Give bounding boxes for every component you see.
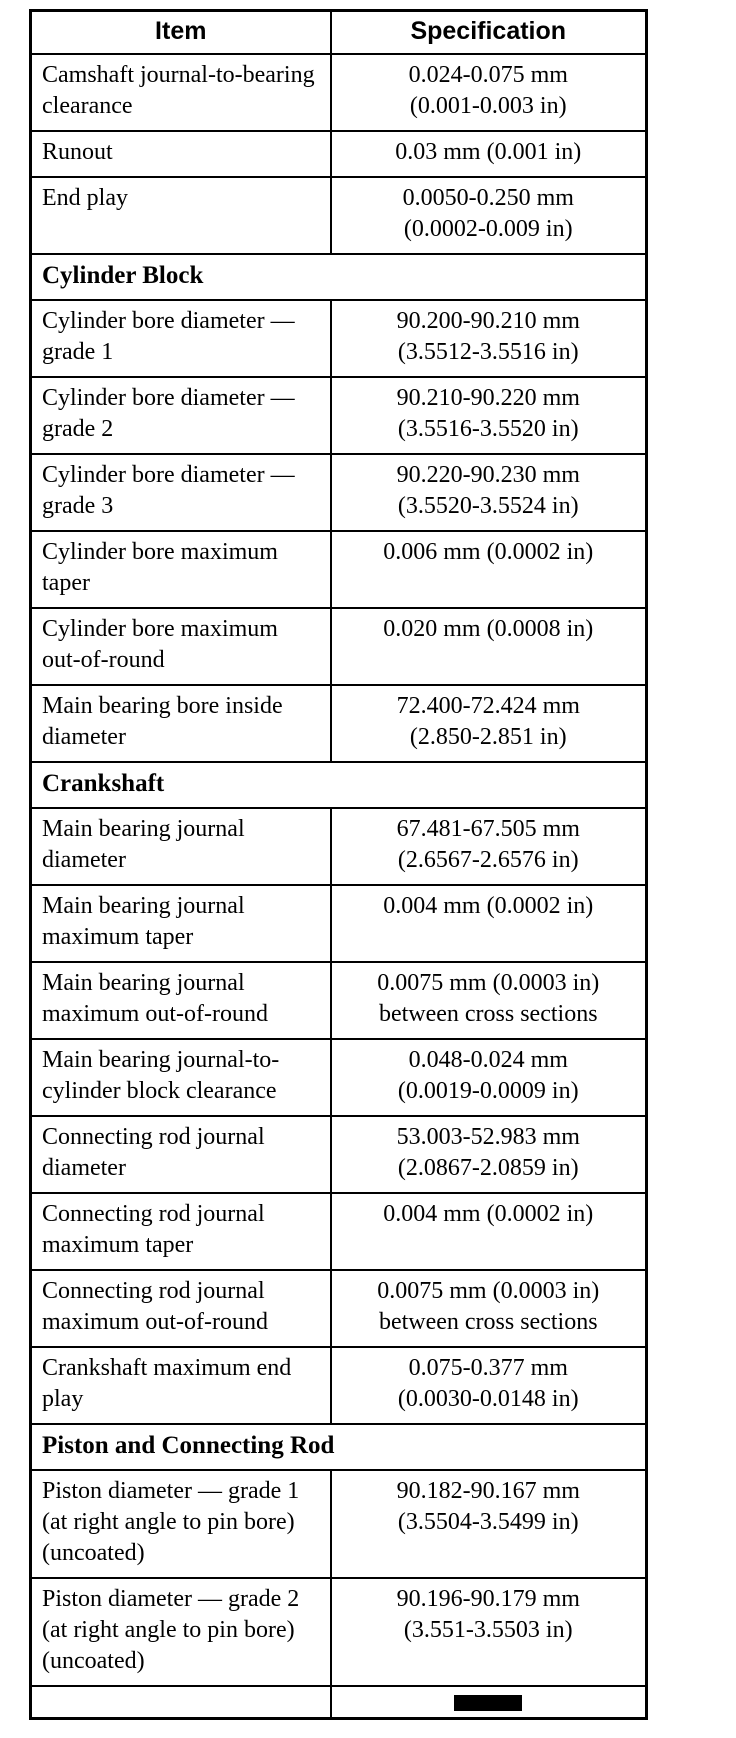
spec-cell bbox=[331, 808, 647, 885]
item-cell: End play bbox=[31, 177, 331, 254]
item-cell: Connecting rod journal diameter bbox=[31, 1116, 331, 1193]
spec-cell bbox=[331, 685, 647, 762]
spec-cell bbox=[331, 177, 647, 254]
spec-cell bbox=[331, 885, 647, 962]
spec-table-body bbox=[31, 54, 647, 1719]
spec-line: 0.004 mm (0.0002 in) bbox=[383, 1201, 594, 1227]
table-row bbox=[31, 608, 647, 685]
spec-cell bbox=[331, 531, 647, 608]
header-row bbox=[31, 11, 647, 55]
item-cell bbox=[31, 1686, 331, 1719]
spec-line: 0.0050-0.250 mm bbox=[402, 185, 574, 211]
item-cell: Main bearing bore inside diameter bbox=[31, 685, 331, 762]
spec-line: 90.210-90.220 mm bbox=[396, 385, 580, 411]
item-cell: Cylinder bore diameter — grade 3 bbox=[31, 454, 331, 531]
column-header-item: Item bbox=[31, 11, 331, 55]
spec-cell bbox=[331, 300, 647, 377]
clipped-text-smudge bbox=[454, 1695, 522, 1711]
spec-line: 0.075-0.377 mm bbox=[408, 1355, 568, 1381]
spec-line: (3.551-3.5503 in) bbox=[403, 1617, 573, 1643]
spec-line: (3.5520-3.5524 in) bbox=[397, 493, 579, 519]
section-header-cell: Piston and Connecting Rod bbox=[31, 1424, 647, 1470]
section-row bbox=[31, 1424, 647, 1470]
spec-cell bbox=[331, 1039, 647, 1116]
table-row bbox=[31, 1347, 647, 1424]
spec-line: (0.0019-0.0009 in) bbox=[397, 1078, 579, 1104]
table-row bbox=[31, 1270, 647, 1347]
spec-cell bbox=[331, 454, 647, 531]
item-cell: Cylinder bore diameter — grade 2 bbox=[31, 377, 331, 454]
table-row bbox=[31, 685, 647, 762]
table-row bbox=[31, 1116, 647, 1193]
spec-line: between cross sections bbox=[378, 1309, 598, 1335]
item-cell: Connecting rod journal maximum taper bbox=[31, 1193, 331, 1270]
spec-cell bbox=[331, 962, 647, 1039]
spec-line: (2.850-2.851 in) bbox=[409, 724, 567, 750]
table-row bbox=[31, 131, 647, 177]
table-row bbox=[31, 531, 647, 608]
spec-line: 0.020 mm (0.0008 in) bbox=[383, 616, 594, 642]
table-row bbox=[31, 54, 647, 131]
section-row bbox=[31, 254, 647, 300]
spec-line: 90.182-90.167 mm bbox=[396, 1478, 580, 1504]
table-row bbox=[31, 454, 647, 531]
clipped-row bbox=[31, 1686, 647, 1719]
section-row bbox=[31, 762, 647, 808]
item-cell: Main bearing journal maximum out-of-round bbox=[31, 962, 331, 1039]
table-row bbox=[31, 1470, 647, 1578]
spec-cell bbox=[331, 1686, 647, 1719]
spec-line: 90.200-90.210 mm bbox=[396, 308, 580, 334]
item-cell: Camshaft journal-to-bearing clearance bbox=[31, 54, 331, 131]
item-cell: Main bearing journal diameter bbox=[31, 808, 331, 885]
spec-line: (3.5504-3.5499 in) bbox=[397, 1509, 579, 1535]
item-cell: Piston diameter — grade 2 (at right angle to pin bore) (uncoated) bbox=[31, 1578, 331, 1686]
spec-line: 67.481-67.505 mm bbox=[396, 816, 580, 842]
spec-line: between cross sections bbox=[378, 1001, 598, 1027]
spec-cell bbox=[331, 131, 647, 177]
spec-line: 72.400-72.424 mm bbox=[396, 693, 580, 719]
item-cell: Cylinder bore diameter — grade 1 bbox=[31, 300, 331, 377]
item-cell: Piston diameter — grade 1 (at right angle to pin bore) (uncoated) bbox=[31, 1470, 331, 1578]
item-cell: Main bearing journal-to-cylinder block clearance bbox=[31, 1039, 331, 1116]
table-row bbox=[31, 1578, 647, 1686]
spec-line: 0.004 mm (0.0002 in) bbox=[383, 893, 594, 919]
item-cell: Connecting rod journal maximum out-of-round bbox=[31, 1270, 331, 1347]
spec-cell bbox=[331, 377, 647, 454]
spec-cell bbox=[331, 54, 647, 131]
spec-line: 0.0075 mm (0.0003 in) bbox=[377, 970, 600, 996]
spec-line: 0.03 mm (0.001 in) bbox=[395, 139, 582, 165]
spec-line: (3.5516-3.5520 in) bbox=[397, 416, 579, 442]
item-cell: Runout bbox=[31, 131, 331, 177]
spec-line: 53.003-52.983 mm bbox=[396, 1124, 580, 1150]
spec-line: (3.5512-3.5516 in) bbox=[397, 339, 579, 365]
spec-line: (2.0867-2.0859 in) bbox=[397, 1155, 579, 1181]
spec-cell bbox=[331, 1470, 647, 1578]
spec-cell bbox=[331, 1193, 647, 1270]
table-row bbox=[31, 962, 647, 1039]
spec-line: 0.006 mm (0.0002 in) bbox=[383, 539, 594, 565]
spec-line: 0.048-0.024 mm bbox=[408, 1047, 568, 1073]
spec-cell bbox=[331, 1116, 647, 1193]
column-header-specification: Specification bbox=[331, 11, 647, 55]
table-row bbox=[31, 1193, 647, 1270]
spec-line: (0.001-0.003 in) bbox=[409, 93, 567, 119]
spec-cell bbox=[331, 1578, 647, 1686]
spec-cell bbox=[331, 608, 647, 685]
table-row bbox=[31, 377, 647, 454]
table-row bbox=[31, 885, 647, 962]
spec-line: 0.024-0.075 mm bbox=[408, 62, 568, 88]
table-row bbox=[31, 1039, 647, 1116]
section-header-cell: Cylinder Block bbox=[31, 254, 647, 300]
table-row bbox=[31, 808, 647, 885]
item-cell: Crankshaft maximum end play bbox=[31, 1347, 331, 1424]
spec-table bbox=[29, 9, 648, 1720]
table-row bbox=[31, 300, 647, 377]
spec-line: 90.196-90.179 mm bbox=[396, 1586, 580, 1612]
spec-cell bbox=[331, 1270, 647, 1347]
spec-line: 0.0075 mm (0.0003 in) bbox=[377, 1278, 600, 1304]
item-cell: Main bearing journal maximum taper bbox=[31, 885, 331, 962]
spec-line: (0.0002-0.009 in) bbox=[403, 216, 573, 242]
item-cell: Cylinder bore maximum out-of-round bbox=[31, 608, 331, 685]
spec-line: 90.220-90.230 mm bbox=[396, 462, 580, 488]
spec-line: (0.0030-0.0148 in) bbox=[397, 1386, 579, 1412]
item-cell: Cylinder bore maximum taper bbox=[31, 531, 331, 608]
spec-line: (2.6567-2.6576 in) bbox=[397, 847, 579, 873]
section-header-cell: Crankshaft bbox=[31, 762, 647, 808]
spec-cell bbox=[331, 1347, 647, 1424]
table-row bbox=[31, 177, 647, 254]
